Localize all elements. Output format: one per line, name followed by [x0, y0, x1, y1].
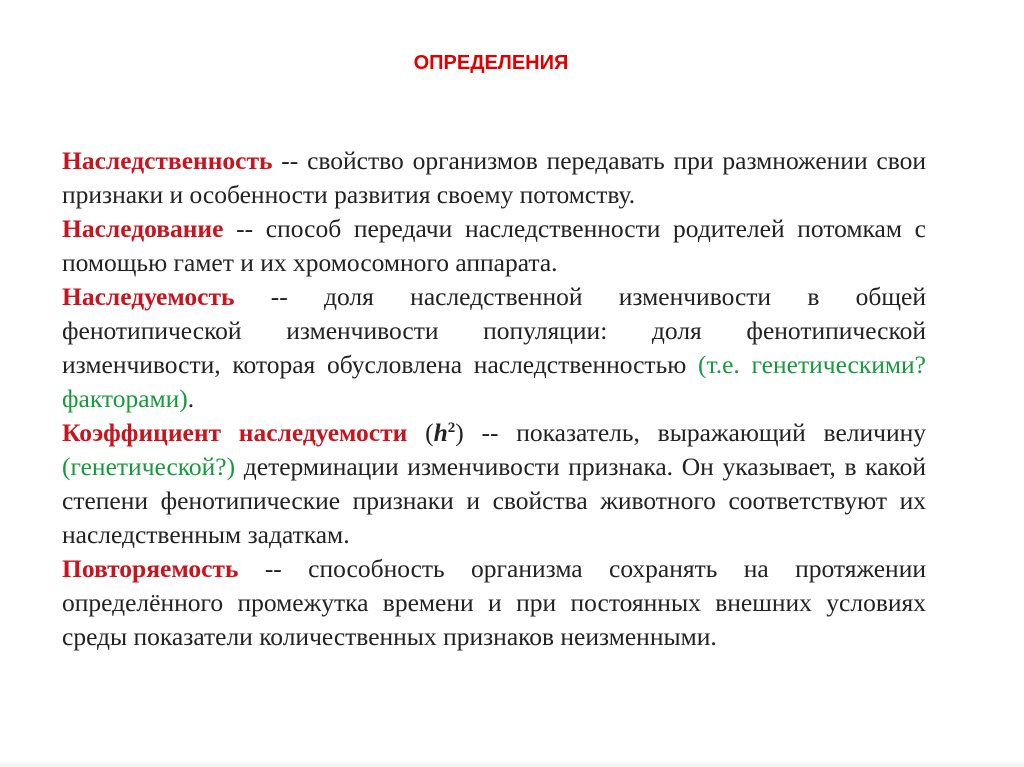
term-heredity: Наследственность — [62, 146, 273, 175]
coefficient-paren-close: ) — [455, 418, 464, 447]
definition-coefficient — [62, 416, 926, 552]
heritability-note: (т.е. генетическими? факторами) — [62, 350, 926, 413]
coefficient-note: (генетической?) — [62, 452, 236, 481]
term-inheritance: Наследование — [62, 214, 224, 243]
definition-coefficient-text-b: детерминации изменчивости признака. Он указывает, в какой степени фенотипические признаки и свойства животного соответствуют их наследственным задаткам. — [62, 452, 926, 549]
coefficient-paren-open: ( — [407, 418, 434, 447]
term-repeatability: Повторяемость — [62, 554, 239, 583]
definition-coefficient-text-a: -- показатель, выражающий величину — [463, 418, 927, 447]
coefficient-superscript: 2 — [447, 420, 456, 436]
definition-inheritance-text: -- способ передачи наследственности родителей потомкам с помощью гамет и их хромосомного аппарата. — [62, 214, 926, 277]
definitions-list — [62, 144, 926, 654]
heritability-end: . — [187, 384, 195, 413]
definition-heritability-text: -- доля наследственной изменчивости в общей фенотипической изменчивости популяции: доля фенотипической изменчивости, которая обусловлена наследственностью — [62, 282, 926, 379]
definition-heritability — [62, 280, 926, 416]
term-heritability: Наследуемость — [62, 282, 235, 311]
definition-repeatability-text: -- способность организма сохранять на протяжении определённого промежутка времени и при постоянных внешних условиях среды показатели количественных признаков неизменными. — [62, 554, 926, 651]
coefficient-symbol: h — [433, 418, 448, 447]
definition-heredity — [62, 144, 926, 212]
bottom-strip — [0, 763, 1024, 767]
definition-heredity-text: -- свойство организмов передавать при размножении свои признаки и особенности развития своему потомству. — [62, 146, 926, 209]
definition-inheritance — [62, 212, 926, 280]
term-coefficient: Коэффициент наследуемости — [62, 418, 408, 447]
slide-title: ОПРЕДЕЛЕНИЯ — [413, 52, 569, 74]
definition-repeatability — [62, 552, 926, 654]
